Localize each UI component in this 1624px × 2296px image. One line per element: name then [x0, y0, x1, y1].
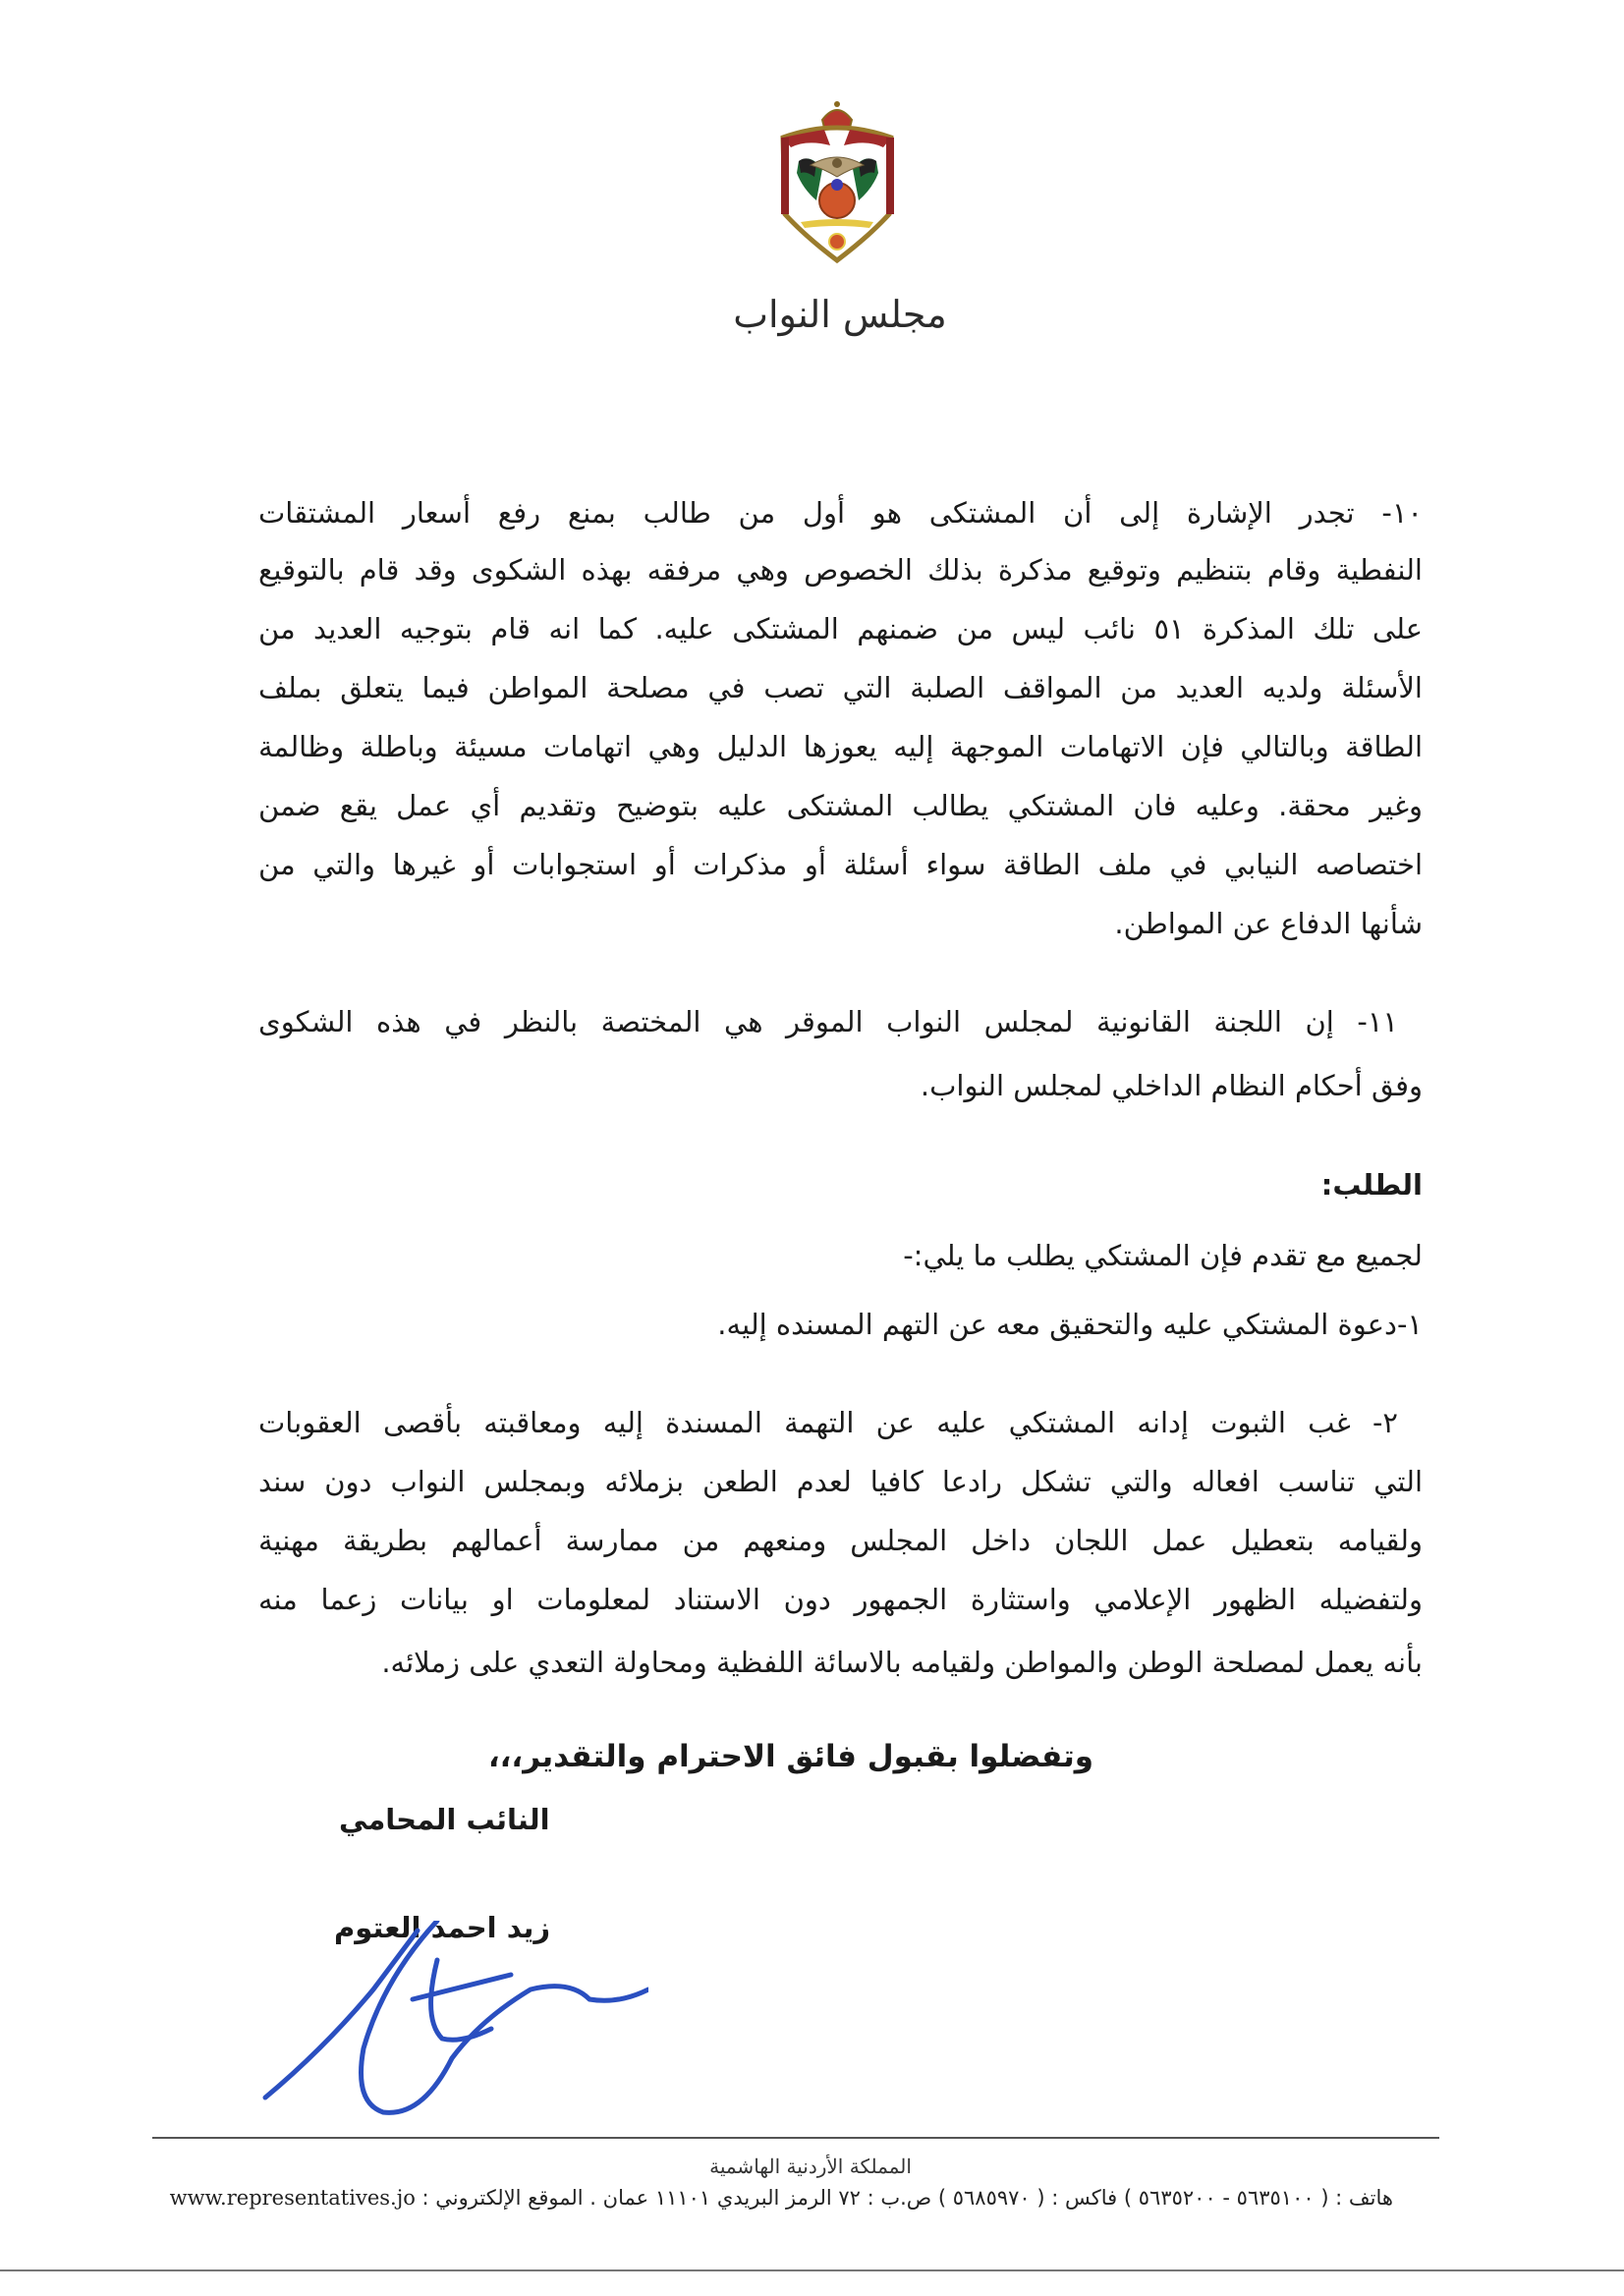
- footer-kingdom-name: المملكة الأردنية الهاشمية: [709, 2155, 912, 2178]
- signatory-name: زيد احمد العتوم: [334, 1911, 551, 1944]
- paragraph-10-line-7: اختصاصه النيابي في ملف الطاقة سواء أسئلة أو مذكرات أو استجوابات أو غيرها والتي من: [258, 848, 1423, 881]
- footer-contact-info: [170, 2186, 1393, 2210]
- paragraph-11-line-1: ١١- إن اللجنة القانونية لمجلس النواب الموقر هي المختصة بالنظر في هذه الشكوى: [258, 1005, 1398, 1038]
- paragraph-10-line-2: النفطية وقام بتنظيم وتوقيع مذكرة بذلك الخصوص وهي مرفقه بهذه الشكوى وقد قام بالتوقيع: [258, 553, 1423, 587]
- request-item-2-line-2: التي تناسب افعاله والتي تشكل رادعا كافيا لعدم الطعن بزملائه وبمجلس النواب دون سند: [258, 1465, 1423, 1498]
- footer-divider: [152, 2137, 1439, 2139]
- request-item-2-line-3: ولقيامه بتعطيل عمل اللجان داخل المجلس ومنعهم من ممارسة أعمالهم بطريقة مهنية: [258, 1524, 1423, 1557]
- paragraph-10-line-3: على تلك المذكرة ٥١ نائب ليس من ضمنهم المشتكى عليه. كما انه قام بتوجيه العديد من: [258, 612, 1423, 645]
- request-item-1: ١-دعوة المشتكي عليه والتحقيق معه عن التهم المسنده إليه.: [717, 1308, 1423, 1341]
- paragraph-10-line-6: وغير محقة. وعليه فان المشتكي يطالب المشتكى عليه بتوضيح وتقديم أي عمل يقع ضمن: [258, 789, 1423, 822]
- handwritten-signature-icon: [236, 1921, 648, 2127]
- request-item-2-line-4: ولتفضيله الظهور الإعلامي واستثارة الجمهور دون الاستناد لمعلومات او بيانات زعما منه: [258, 1583, 1423, 1616]
- page-bottom-edge: [0, 2269, 1624, 2271]
- paragraph-10-line-5: الطاقة وبالتالي فإن الاتهامات الموجهة إليه يعوزها الدليل وهي اتهامات مسيئة وباطلة وظالمة: [258, 730, 1423, 763]
- request-intro: لجميع مع تقدم فإن المشتكي يطلب ما يلي:-: [903, 1239, 1423, 1272]
- signatory-title: النائب المحامي: [339, 1803, 550, 1836]
- paragraph-10-line-4: الأسئلة ولديه العديد من المواقف الصلبة التي تصب في مصلحة المواطن فيما يتعلق بملف: [258, 671, 1423, 704]
- request-heading: الطلب:: [1320, 1168, 1423, 1202]
- paragraph-10-line-8: شأنها الدفاع عن المواطن.: [1114, 907, 1423, 940]
- paragraph-10-line-1: ١٠- تجدر الإشارة إلى أن المشتكى هو أول من طالب بمنع رفع أسعار المشتقات: [258, 496, 1423, 530]
- coat-of-arms-icon: [771, 98, 904, 265]
- request-item-2-line-5: بأنه يعمل لمصلحة الوطن والمواطن ولقيامه بالاسائة اللفظية ومحاولة التعدي على زملائه.: [381, 1646, 1423, 1679]
- footer-website-link[interactable]: www.representatives.jo: [169, 2186, 416, 2210]
- council-name-logotype: مجلس النواب: [733, 293, 947, 336]
- paragraph-11-line-2: وفق أحكام النظام الداخلي لمجلس النواب.: [920, 1069, 1423, 1102]
- footer-contact-text: هاتف : ( ٥٦٣٥١٠٠ - ٥٦٣٥٢٠٠ ) فاكس : ( ٥٦٨٥٩٧٠ ) ص.ب : ٧٢ الرمز البريدي ١١١٠١ عمان . الموقع الإلكتروني :: [415, 2186, 1393, 2210]
- request-item-2-line-1: ٢- غب الثبوت إدانه المشتكي عليه عن التهمة المسندة إليه ومعاقبته بأقصى العقوبات: [258, 1406, 1398, 1439]
- closing-salutation: وتفضلوا بقبول فائق الاحترام والتقدير،،،: [487, 1739, 1093, 1774]
